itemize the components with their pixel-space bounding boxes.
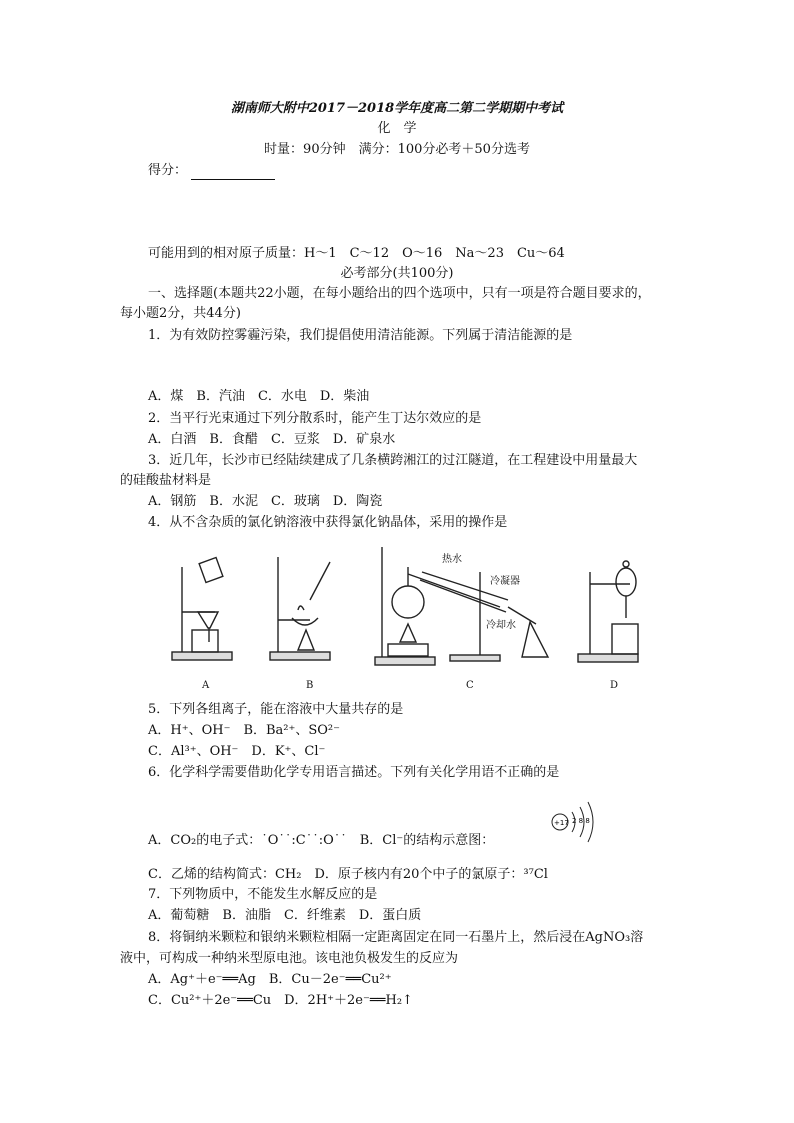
exam-title: 湖南师大附中2017－2018学年度高二第二学期期中考试 bbox=[230, 101, 564, 116]
time-info: 时量：90分钟 满分：100分必考＋50分选考 bbox=[264, 142, 530, 157]
score-label: 得分： bbox=[148, 163, 188, 178]
q3-stem-2: 的硅酸盐材料是 bbox=[120, 473, 212, 488]
apparatus-d bbox=[578, 561, 638, 662]
q7-options: A．葡萄糖 B．油脂 C．纤维素 D．蛋白质 bbox=[148, 908, 422, 923]
q6-stem: 6．化学科学需要借助化学专用语言描述。下列有关化学用语不正确的是 bbox=[148, 765, 560, 780]
atomic-masses: 可能用到的相对原子质量：H～1 C～12 O～16 Na～23 Cu～64 bbox=[148, 246, 565, 261]
score-field bbox=[148, 162, 275, 180]
subject-title: 化 学 bbox=[377, 121, 417, 136]
annotation-cooling-water: 冷却水 bbox=[486, 620, 516, 631]
section1-line2: 每小题2分，共44分) bbox=[120, 306, 241, 321]
q8-options-2: C．Cu²⁺＋2e⁻══Cu D．2H⁺＋2e⁻══H₂↑ bbox=[148, 993, 413, 1008]
q2-stem: 2．当平行光束通过下列分散系时，能产生丁达尔效应的是 bbox=[148, 411, 482, 426]
q5-options-2: C．Al³⁺、OH⁻ D．K⁺、Cl⁻ bbox=[148, 744, 326, 759]
apparatus-a bbox=[172, 558, 232, 660]
q8-options-1: A．Ag⁺＋e⁻══Ag B．Cu－2e⁻══Cu²⁺ bbox=[148, 972, 392, 987]
apparatus-label-c: C bbox=[466, 680, 474, 691]
apparatus-label-b: B bbox=[306, 680, 314, 691]
score-blank[interactable] bbox=[191, 165, 275, 180]
atom-shell-label: 2 8 8 bbox=[572, 817, 590, 825]
q3-stem-1: 3．近几年，长沙市已经陆续建成了几条横跨湘江的过江隧道，在工程建设中用量最大 bbox=[148, 453, 638, 468]
q8-stem-2: 液中，可构成一种纳米型原电池。该电池负极发生的反应为 bbox=[120, 951, 459, 966]
q8-stem-1: 8．将铜纳米颗粒和银纳米颗粒相隔一定距离固定在同一石墨片上，然后浸在AgNO₃溶 bbox=[148, 930, 644, 945]
q1-stem: 1．为有效防控雾霾污染，我们提倡使用清洁能源。下列属于清洁能源的是 bbox=[148, 328, 573, 343]
q6-option-a: A．CO₂的电子式：˙O˙˙:C˙˙:O˙˙ B．Cl⁻的结构示意图： bbox=[148, 833, 495, 848]
apparatus-label-d: D bbox=[610, 680, 619, 691]
annotation-condenser: 冷凝器 bbox=[490, 576, 520, 587]
q5-options-1: A．H⁺、OH⁻ B．Ba²⁺、SO²⁻ bbox=[148, 723, 341, 738]
q3-options: A．钢筋 B．水泥 C．玻璃 D．陶瓷 bbox=[148, 494, 383, 509]
q1-options: A．煤 B．汽油 C．水电 D．柴油 bbox=[148, 389, 370, 404]
q2-options: A．白酒 B．食醋 C．豆浆 D．矿泉水 bbox=[148, 432, 396, 447]
chloride-ion-diagram bbox=[548, 797, 598, 847]
atom-core-label: +17 bbox=[554, 819, 569, 827]
q5-stem: 5．下列各组离子，能在溶液中大量共存的是 bbox=[148, 702, 404, 717]
apparatus-figure bbox=[160, 542, 640, 694]
q7-stem: 7．下列物质中，不能发生水解反应的是 bbox=[148, 887, 378, 902]
apparatus-label-a: A bbox=[202, 680, 210, 691]
section1-line1: 一、选择题(本题共22小题，在每小题给出的四个选项中，只有一项是符合题目要求的， bbox=[148, 286, 651, 301]
apparatus-b bbox=[270, 557, 330, 660]
q4-stem: 4．从不含杂质的氯化钠溶液中获得氯化钠晶体，采用的操作是 bbox=[148, 515, 508, 530]
section-required: 必考部分(共100分) bbox=[340, 266, 454, 281]
q6-option-c: C．乙烯的结构简式：CH₂ D．原子核内有20个中子的氯原子：³⁷Cl bbox=[148, 867, 548, 882]
annotation-hot-water: 热水 bbox=[442, 554, 462, 565]
